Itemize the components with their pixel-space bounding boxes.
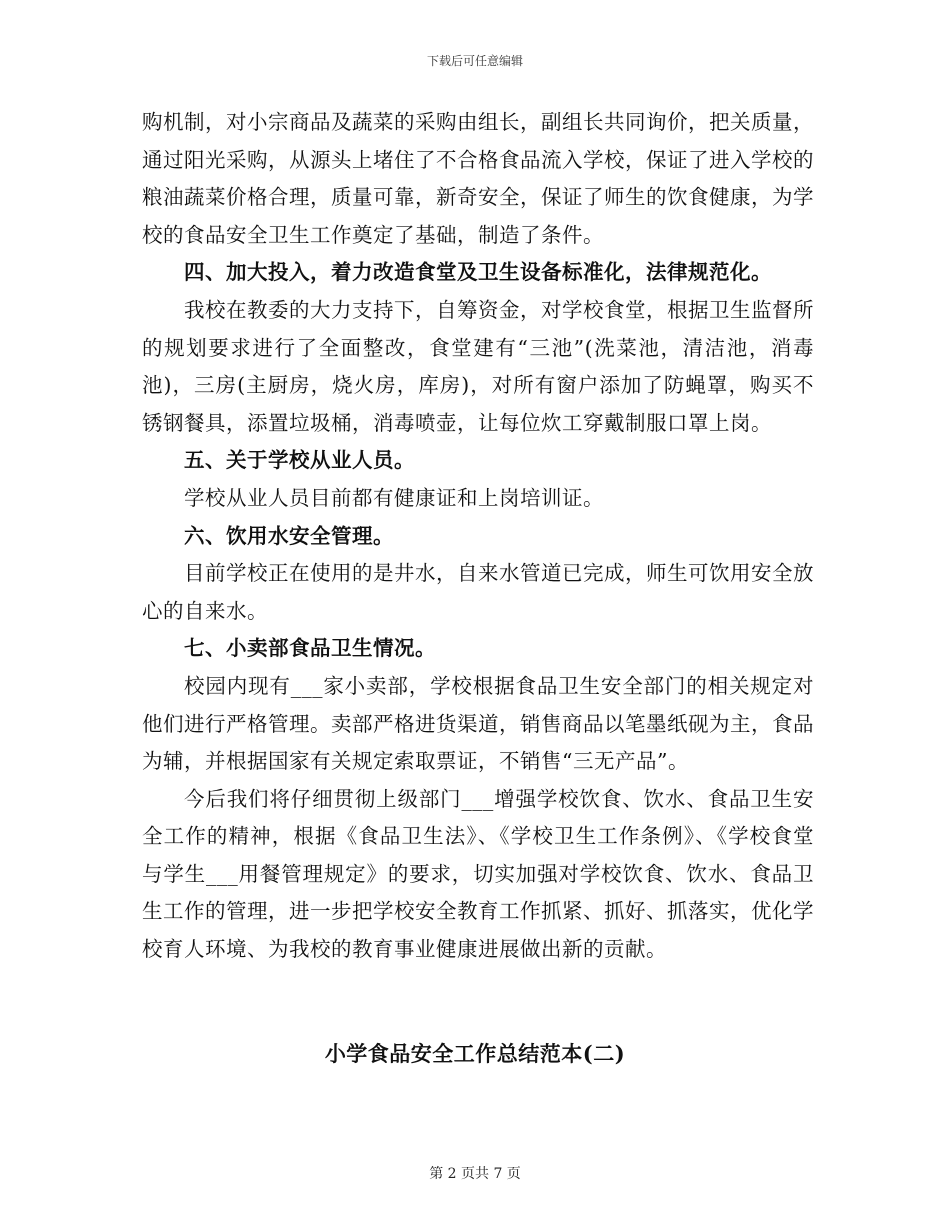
paragraph-drinking-water: 目前学校正在使用的是井水，自来水管道已完成，师生可饮用安全放心的自来水。 xyxy=(142,561,814,623)
heading-section-7: 七、小卖部食品卫生情况。 xyxy=(184,636,436,661)
heading-section-4: 四、加大投入，着力改造食堂及卫生设备标准化，法律规范化。 xyxy=(184,260,772,285)
heading-section-5: 五、关于学校从业人员。 xyxy=(184,448,415,473)
paragraph-shop-management: 校园内现有___家小卖部，学校根据食品卫生安全部门的相关规定对他们进行严格管理。卖部严格进货渠道，销售商品以笔墨纸砚为主，食品为辅，并根据国家有关规定索取票证，不销售“三无产品”。 xyxy=(142,673,814,774)
section-title: 小学食品安全工作总结范本(二) xyxy=(324,1041,626,1066)
paragraph-canteen-renovation: 我校在教委的大力支持下，自筹资金，对学校食堂，根据卫生监督所的规划要求进行了全面整改，食堂建有“三池”(洗菜池，清洁池，消毒池)，三房(主厨房，烧火房，库房)，对所有窗户添加了防蝇罩，购买不锈钢餐具，添置垃圾桶，消毒喷壶，让每位炊工穿戴制服口罩上岗。 xyxy=(142,297,814,435)
paragraph-staff-certificates: 学校从业人员目前都有健康证和上岗培训证。 xyxy=(184,485,604,510)
heading-section-6: 六、饮用水安全管理。 xyxy=(184,523,394,548)
paragraph-future-plans: 今后我们将仔细贯彻上级部门___增强学校饮食、饮水、食品卫生安全工作的精神，根据《食品卫生法》、《学校卫生工作条例》、《学校食堂与学生___用餐管理规定》的要求，切实加强对学校饮食、饮水、食品卫生工作的管理，进一步把学校安全教育工作抓紧、抓好、抓落实，优化学校育人环境、为我校的教育事业健康进展做出新的贡献。 xyxy=(142,786,814,962)
document-body xyxy=(142,104,814,969)
page-header-note: 下载后可任意编辑 xyxy=(426,54,523,68)
page-footer-number: 第 2 页共 7 页 xyxy=(429,1166,521,1182)
paragraph-procurement: 购机制，对小宗商品及蔬菜的采购由组长，副组长共同询价，把关质量，通过阳光采购，从源头上堵住了不合格食品流入学校，保证了进入学校的粮油蔬菜价格合理，质量可靠，新奇安全，保证了师生的饮食健康，为学校的食品安全卫生工作奠定了基础，制造了条件。 xyxy=(142,110,814,247)
